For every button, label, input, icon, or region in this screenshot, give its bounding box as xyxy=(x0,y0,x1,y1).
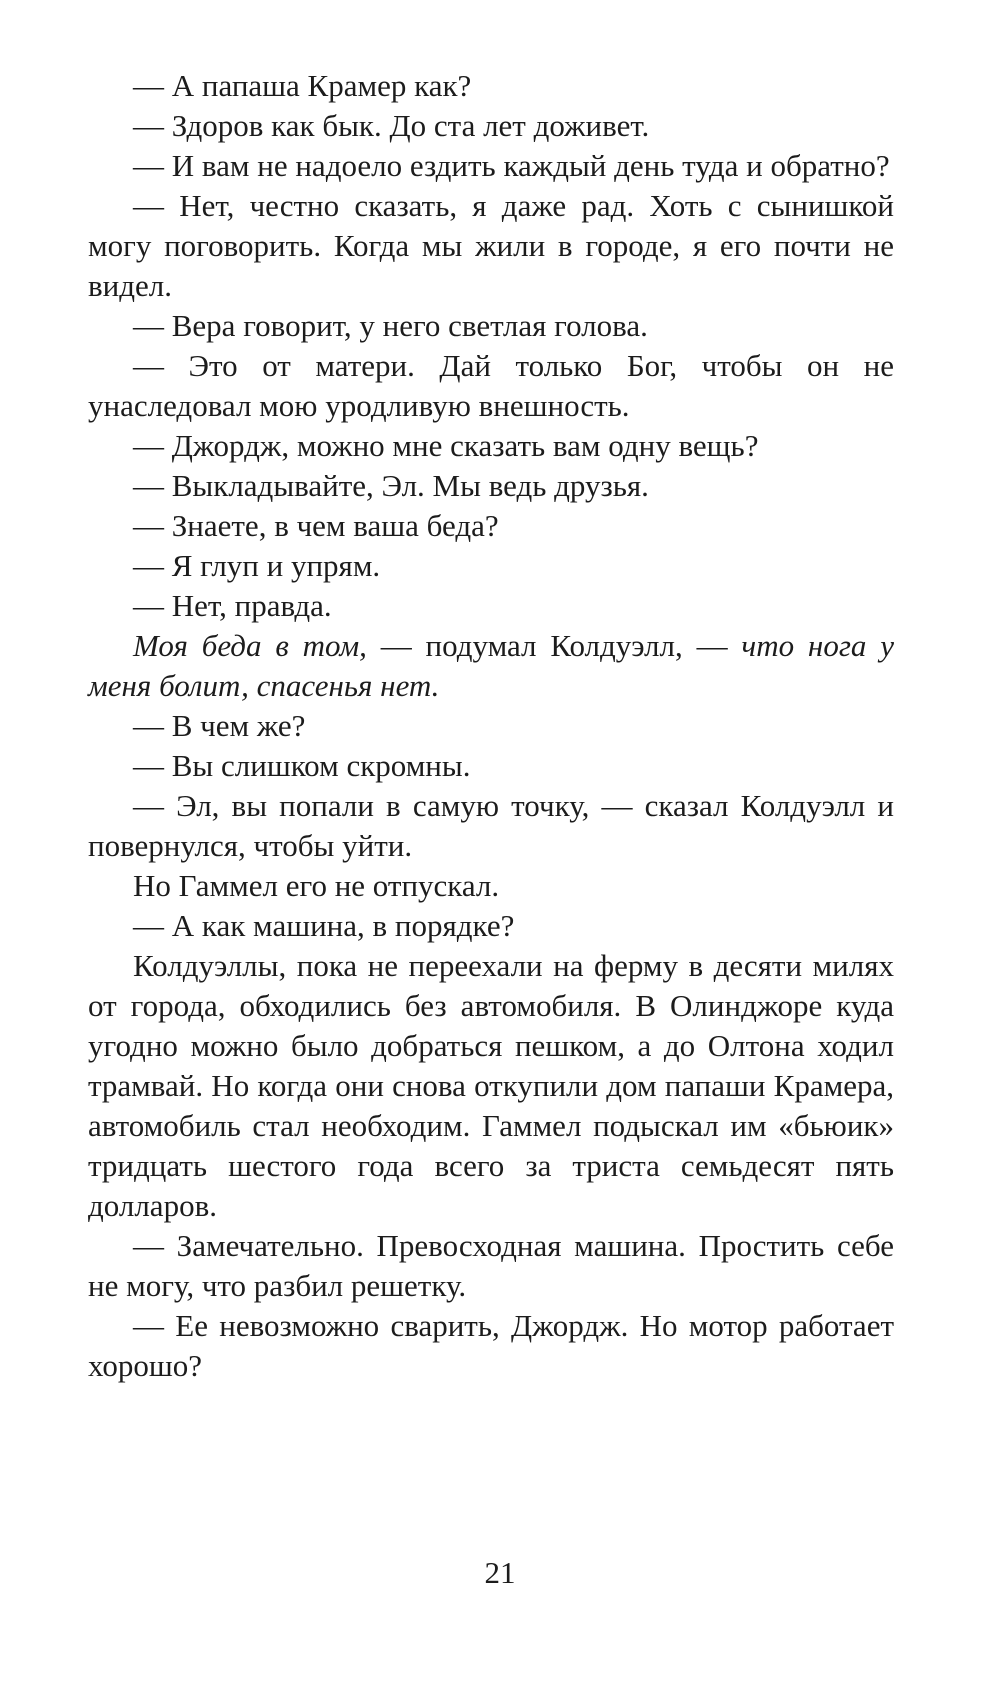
paragraph: — А как машина, в порядке? xyxy=(133,908,515,943)
paragraph: — В чем же? xyxy=(133,708,306,743)
paragraph: — Ее невозможно сварить, Джордж. Но мотор работает хорошо? xyxy=(88,1308,894,1383)
page-number: 21 xyxy=(484,1555,516,1590)
paragraph: — А папаша Крамер как? xyxy=(133,68,472,103)
thought-paragraph xyxy=(88,626,894,706)
paragraph: — Здоров как бык. До ста лет доживет. xyxy=(133,108,650,143)
paragraph: Но Гаммел его не отпускал. xyxy=(133,868,500,903)
paragraph: — Я глуп и упрям. xyxy=(133,548,381,583)
thought-italic-end: что нога у меня болит, спасенья нет. xyxy=(88,628,895,703)
thought-italic-start: Моя беда в том, xyxy=(133,628,367,663)
paragraph: — Вера говорит, у него светлая голова. xyxy=(133,308,648,343)
paragraph: — Эл, вы попали в самую точку, — сказал Колдуэлл и повернулся, чтобы уйти. xyxy=(88,788,894,863)
paragraph: — Нет, честно сказать, я даже рад. Хоть с сынишкой могу поговорить. Когда мы жили в городе, я его почти не видел. xyxy=(88,188,894,303)
paragraph: — Это от матери. Дай только Бог, чтобы он не унаследовал мою уродливую внешность. xyxy=(88,348,894,423)
paragraph: — Джордж, можно мне сказать вам одну вещь? xyxy=(133,428,759,463)
paragraph: — Замечательно. Превосходная машина. Простить себе не могу, что разбил решетку. xyxy=(88,1228,894,1303)
paragraph: — Нет, правда. xyxy=(133,588,332,623)
paragraph: — Знаете, в чем ваша беда? xyxy=(133,508,499,543)
paragraph: — Вы слишком скромны. xyxy=(133,748,471,783)
page-body-text xyxy=(88,66,894,1386)
paragraph: — И вам не надоело ездить каждый день туда и обратно? xyxy=(133,148,890,183)
paragraph: — Выкладывайте, Эл. Мы ведь друзья. xyxy=(133,468,649,503)
thought-narration: — подумал Колдуэлл, — xyxy=(366,628,742,663)
paragraph: Колдуэллы, пока не переехали на ферму в десяти милях от города, обходились без автомобиля. В Олинджоре куда угодно можно было добраться пешком, а до Олтона ходил трамвай. Но когда они снова откупили дом папаши Крамера, автомобиль стал необходим. Гаммел подыскал им «бьюик» тридцать шестого года всего за триста семьдесят пять долларов. xyxy=(88,948,894,1223)
